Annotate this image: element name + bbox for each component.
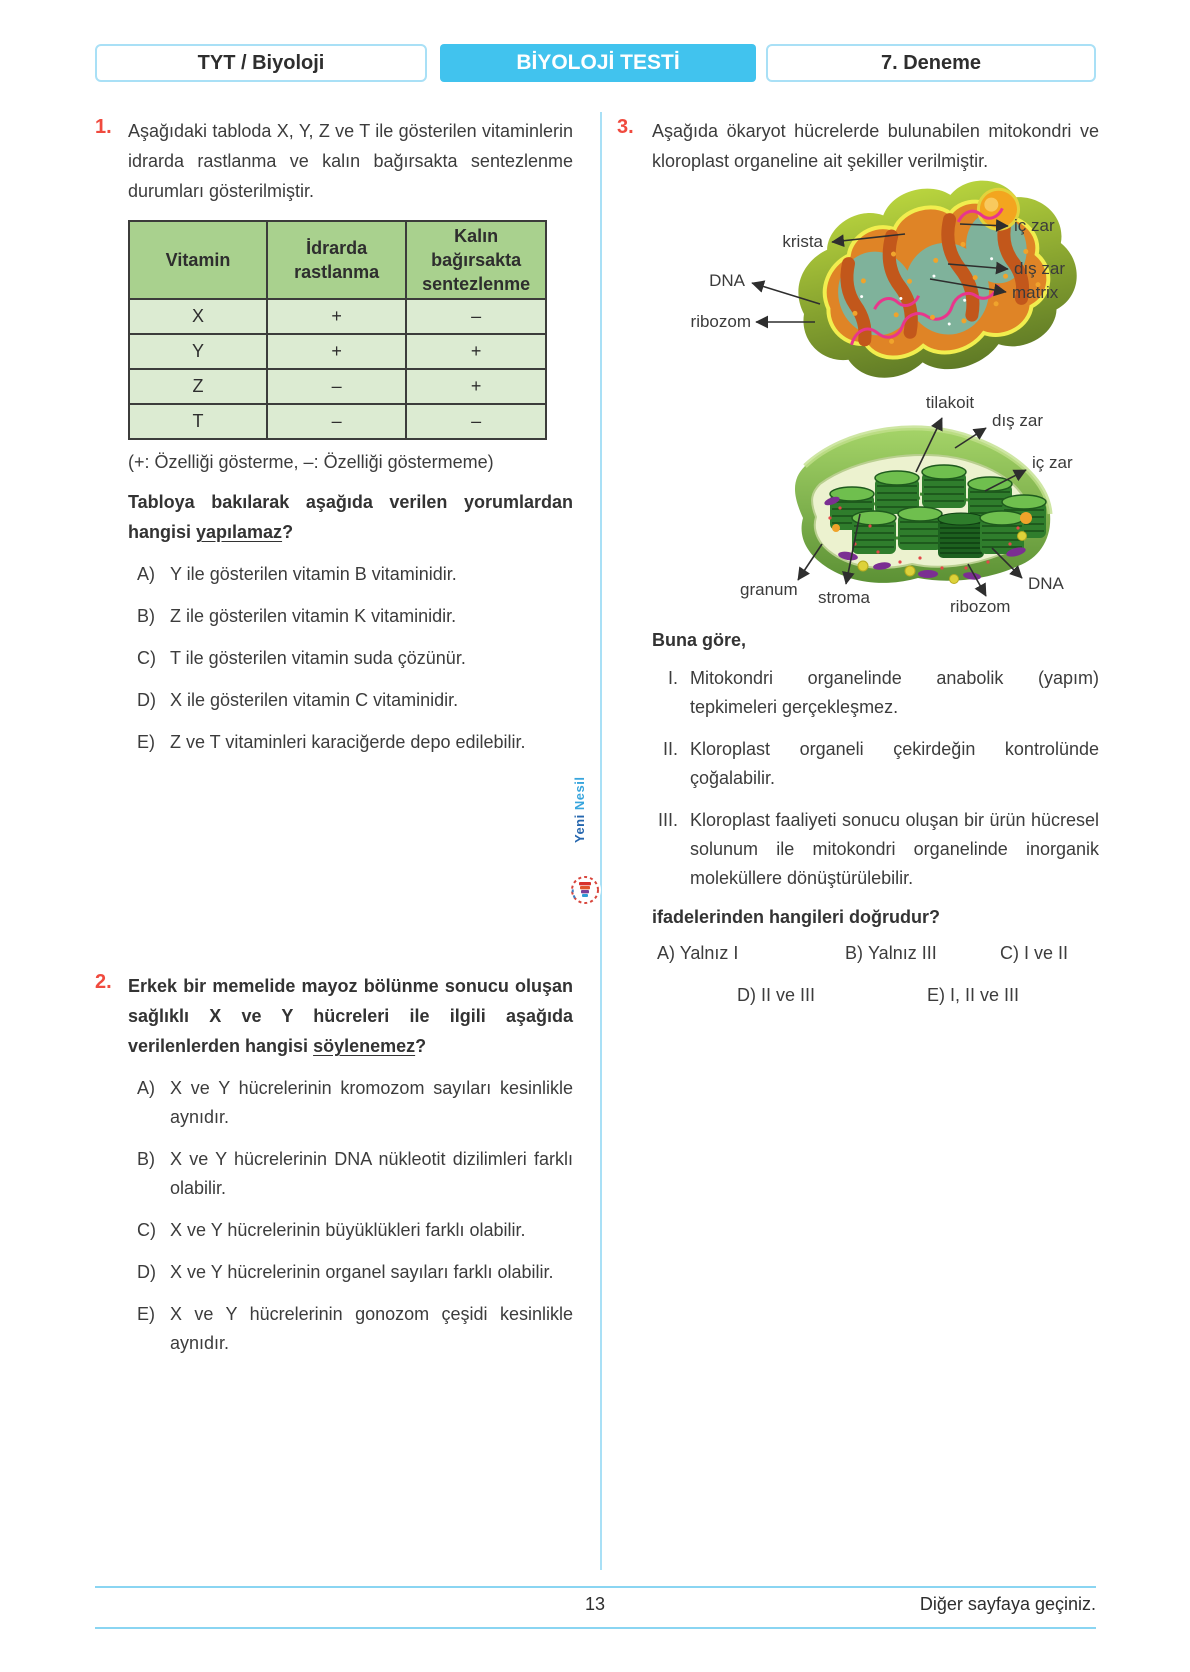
table-row [129, 404, 546, 439]
header-exam-number-box [766, 44, 1096, 82]
option-label: B) [137, 606, 155, 626]
option-text: X ve Y hücrelerinin kromozom sayıları kesinlikle aynıdır. [170, 1078, 573, 1127]
stem-text: ? [415, 1036, 427, 1056]
brand-word-1: Yeni [572, 814, 587, 843]
table-row [129, 334, 546, 369]
next-page-note: Diğer sayfaya geçiniz. [919, 1594, 1096, 1614]
option-label: A) [137, 1078, 155, 1098]
mitochondrion-figure [640, 176, 1096, 384]
option-d [128, 1258, 573, 1287]
option-label: D) [137, 1262, 156, 1282]
question-1-number: 1. [95, 116, 112, 138]
statement-text: Kloroplast faaliyeti sonucu oluşan bir ürün hücresel solunum ile mitokondri organelinde inorganik moleküllere dönüştürülebilir. [690, 810, 1099, 888]
option-d: D) II ve III [737, 985, 816, 1005]
option-label: A) [137, 564, 155, 584]
table-cell: + [406, 334, 546, 369]
stem-text: ? [282, 522, 294, 542]
statement-text: Kloroplast organeli çekirdeğin kontrolünde çoğalabilir. [690, 739, 1099, 788]
table-cell: Y [129, 334, 267, 369]
chloro-label-ribozom: ribozom [950, 597, 1011, 616]
header-test-title-box [440, 44, 756, 82]
mito-label-krista: krista [782, 232, 823, 251]
mito-label-ic-zar: iç zar [1014, 216, 1055, 235]
stem-underlined-word: yapılamaz [196, 522, 283, 542]
question-2 [95, 971, 573, 1358]
option-text: Z ile gösterilen vitamin K vitaminidir. [170, 606, 457, 626]
statement-text: Mitokondri organelinde anabolik (yapım) tepkimeleri gerçekleşmez. [690, 668, 1099, 717]
table-cell: – [267, 404, 406, 439]
option-e: E) I, II ve III [927, 985, 1020, 1005]
stem-underlined-word: söylenemez [313, 1036, 416, 1056]
table-cell: X [129, 299, 267, 334]
option-label: B) [137, 1149, 155, 1169]
option-c [128, 644, 573, 673]
statement-label: III. [657, 810, 678, 830]
question-3-number: 3. [617, 116, 634, 138]
option-text: T ile gösterilen vitamin suda çözünür. [170, 648, 466, 668]
question-2-number: 2. [95, 971, 112, 993]
option-text: X ve Y hücrelerinin DNA nükleotit dizilimleri farklı olabilir. [170, 1149, 573, 1198]
statement-label: II. [662, 739, 678, 759]
statement-3 [652, 806, 1099, 893]
option-b [128, 1145, 573, 1203]
option-a [128, 560, 573, 589]
question-3-stem: ifadelerinden hangileri doğrudur? [652, 907, 941, 927]
chloro-label-stroma: stroma [818, 588, 870, 607]
chloro-label-dis-zar: dış zar [992, 411, 1044, 430]
table-cell: – [406, 299, 546, 334]
vitamin-table-header-vitamin: Vitamin [129, 221, 267, 299]
table-cell: Z [129, 369, 267, 404]
option-text: X ve Y hücrelerinin büyüklükleri farklı olabilir. [170, 1220, 526, 1240]
chloroplast-art [795, 428, 1050, 584]
option-e [128, 728, 573, 757]
table-cell: + [267, 299, 406, 334]
option-e [128, 1300, 573, 1358]
header-course-box [95, 44, 427, 82]
vitamin-table-header-row [129, 221, 546, 299]
question-1-stem [128, 487, 573, 547]
statement-1 [652, 664, 1099, 722]
option-a [128, 1074, 573, 1132]
option-label: E) [137, 732, 155, 752]
table-cell: + [267, 334, 406, 369]
table-cell: T [129, 404, 267, 439]
option-text: X ve Y hücrelerinin organel sayıları farklı olabilir. [170, 1262, 554, 1282]
option-label: C) [137, 1220, 156, 1240]
chloroplast-figure [620, 386, 1096, 618]
table-row [129, 299, 546, 334]
option-c [128, 1216, 573, 1245]
question-3-body [617, 630, 1099, 1012]
column-divider [600, 112, 602, 1570]
question-3-lead: Buna göre, [652, 630, 747, 650]
chloro-label-granum: granum [740, 580, 798, 599]
mito-label-ribozom: ribozom [690, 312, 751, 331]
table-cell: – [267, 369, 406, 404]
question-3-intro: Aşağıda ökaryot hücrelerde bulunabilen mitokondri ve kloroplast organeline ait şekiller verilmiştir. [652, 121, 1099, 171]
table-row [129, 369, 546, 404]
option-d [128, 686, 573, 715]
chloro-label-dna: DNA [1028, 574, 1064, 593]
option-text: Z ve T vitaminleri karaciğerde depo edilebilir. [170, 732, 526, 752]
page-number: 13 [584, 1594, 606, 1614]
question-1 [95, 116, 573, 757]
question-3-options-row-1 [652, 937, 1099, 970]
mito-label-dis-zar: dış zar [1014, 259, 1066, 278]
vitamin-table-header-colon: Kalın bağırsakta sentezlenme [406, 221, 546, 299]
option-text: X ve Y hücrelerinin gonozom çeşidi kesinlikle aynıdır. [170, 1304, 573, 1353]
brand-word-2: Nesil [572, 776, 587, 811]
question-2-stem [128, 971, 573, 1061]
question-3-options-row-2 [652, 979, 1099, 1012]
option-b: B) Yalnız III [845, 943, 937, 963]
option-label: D) [137, 690, 156, 710]
option-label: E) [137, 1304, 155, 1324]
footer-rule-top [95, 1586, 1096, 1588]
statement-2 [652, 735, 1099, 793]
footer-rule-bottom [95, 1627, 1096, 1629]
statement-label: I. [667, 668, 678, 688]
mito-label-dna: DNA [709, 271, 745, 290]
header-exam-number: 7. Deneme [880, 51, 982, 74]
brand-name [572, 777, 587, 843]
option-b [128, 602, 573, 631]
publisher-logo-icon [569, 874, 601, 906]
chloro-label-ic-zar: iç zar [1032, 453, 1073, 472]
header-course-label: TYT / Biyoloji [197, 51, 325, 74]
chloro-label-tilakoit: tilakoit [925, 393, 975, 412]
question-1-intro: Aşağıdaki tabloda X, Y, Z ve T ile gösterilen vitaminlerin idrarda rastlanma ve kalın bağırsakta sentezlenme durumları gösterilmiştir. [128, 121, 573, 201]
option-text: X ile gösterilen vitamin C vitaminidir. [170, 690, 459, 710]
option-c: C) I ve II [1000, 943, 1069, 963]
question-3 [617, 116, 1099, 176]
option-label: C) [137, 648, 156, 668]
stem-text: Tabloya bakılarak aşağıda verilen yorumlardan hangisi [128, 492, 573, 542]
table-legend: (+: Özelliği gösterme, –: Özelliği göstermeme) [128, 452, 494, 472]
table-cell: + [406, 369, 546, 404]
vitamin-table-header-urine: İdrarda rastlanma [267, 221, 406, 299]
option-a: A) Yalnız I [657, 943, 739, 963]
mito-label-matrix: matrix [1012, 283, 1059, 302]
stem-text: Erkek bir memelide mayoz bölünme sonucu oluşan sağlıklı X ve Y hücreleri ile ilgili aşağıda verilenlerden hangisi [128, 976, 573, 1056]
option-text: Y ile gösterilen vitamin B vitaminidir. [170, 564, 457, 584]
vitamin-table [128, 220, 547, 440]
table-cell: – [406, 404, 546, 439]
header-test-title: BİYOLOJİ TESTİ [516, 51, 680, 74]
